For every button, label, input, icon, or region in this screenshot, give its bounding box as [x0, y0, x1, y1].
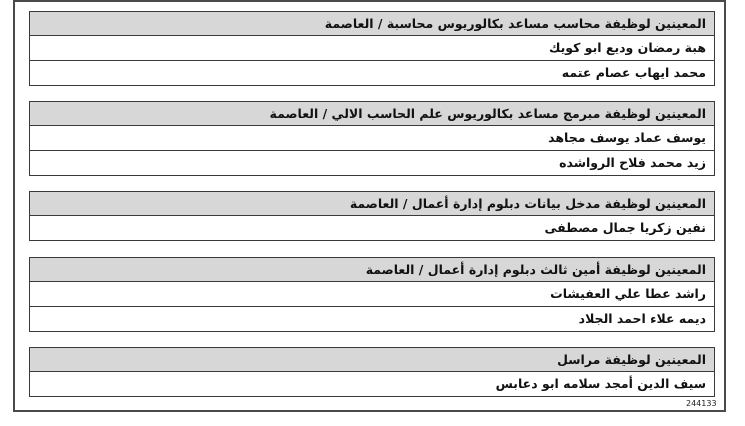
- appointee-row: محمد ايهاب عصام عتمه: [561, 65, 706, 80]
- section-programmer: [29, 101, 715, 176]
- section-courier: [29, 347, 715, 397]
- section-third-secretary: [29, 257, 715, 332]
- section-title: المعينين لوظيفة محاسب مساعد بكالوريوس محاسبة / العاصمة: [30, 12, 714, 36]
- section-accountant: [29, 11, 715, 86]
- appointee-row: نفين زكريا جمال مصطفى: [544, 220, 706, 235]
- appointee-row: سيف الدين أمجد سلامه ابو دعابس: [495, 376, 706, 391]
- section-title: المعينين لوظيفة مراسل: [30, 348, 714, 372]
- appointee-row: يوسف عماد يوسف مجاهد: [30, 126, 714, 151]
- reference-number: 244133: [686, 399, 717, 408]
- appointee-row: ديمه علاء احمد الجلاد: [578, 311, 706, 326]
- section-title: المعينين لوظيفة مبرمج مساعد بكالوريوس علم الحاسب الالي / العاصمة: [30, 102, 714, 126]
- section-data-entry: [29, 191, 715, 241]
- section-title: المعينين لوظيفة مدخل بيانات دبلوم إدارة أعمال / العاصمة: [30, 192, 714, 216]
- appointee-row: راشد عطا علي العفيشات: [30, 282, 714, 307]
- appointee-row: هبة رمضان وديع ابو كويك: [30, 36, 714, 61]
- section-title: المعينين لوظيفة أمين ثالث دبلوم إدارة أعمال / العاصمة: [30, 258, 714, 282]
- appointee-row: زيد محمد فلاح الرواشده: [559, 155, 706, 170]
